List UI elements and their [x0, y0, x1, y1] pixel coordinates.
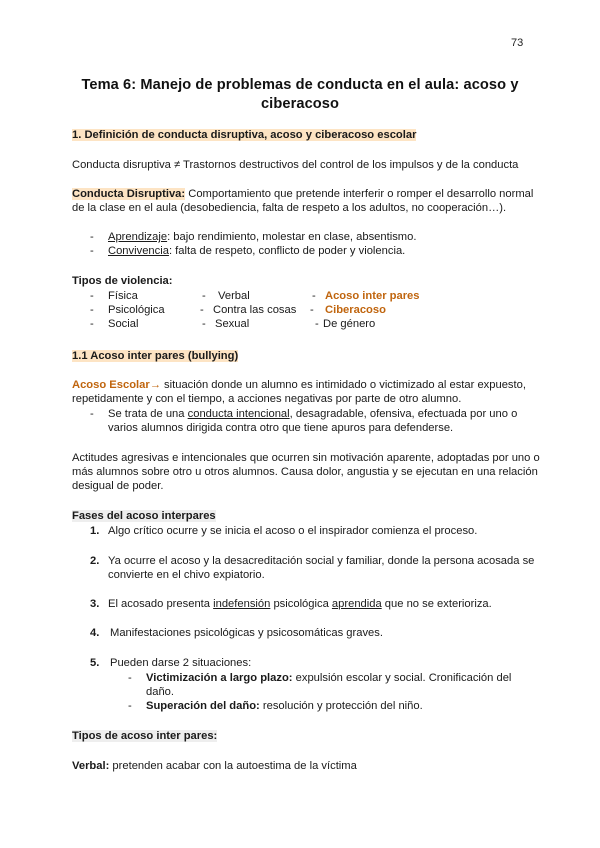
- subitem-label: Victimización a largo plazo:: [146, 672, 293, 684]
- bullet-text: : falta de respeto, conflicto de poder y violencia.: [168, 245, 406, 258]
- phase-5: [72, 656, 542, 670]
- violence-types-grid: [72, 289, 542, 333]
- phase-text-pre: El acosado presenta: [108, 598, 214, 610]
- dash-icon: -: [90, 245, 94, 258]
- violence-type: Psicológica: [108, 304, 165, 316]
- dash-icon: -: [312, 290, 316, 302]
- dash-icon: -: [310, 304, 314, 316]
- subitem-text: resolución y protección del niño.: [259, 700, 423, 713]
- dash-icon: -: [90, 408, 94, 420]
- phase-text: Algo crítico ocurre y se inicia el acoso o el inspirador comienza el proceso.: [108, 525, 478, 537]
- phase-text-post: que no se exterioriza.: [381, 598, 492, 610]
- bullet-pre: Se trata de una: [108, 408, 188, 420]
- list-number: 2.: [90, 555, 100, 567]
- subitem-victimizacion: [72, 671, 542, 699]
- verbal-bullying: [72, 759, 542, 773]
- phase-5-subitems: [72, 671, 542, 714]
- violence-type-highlight: Ciberacoso: [325, 304, 386, 316]
- violence-types-heading: Tipos de violencia:: [72, 275, 173, 287]
- definition-label: Conducta Disruptiva:: [72, 188, 186, 200]
- disruptive-bullets: [72, 230, 542, 258]
- dash-icon: -: [128, 672, 132, 684]
- section-1-1-heading: 1.1 Acoso inter pares (bullying): [72, 350, 239, 362]
- section-1-heading-row: [72, 128, 542, 142]
- phase-text-mid: psicológica: [270, 598, 332, 610]
- dash-icon: -: [202, 290, 206, 302]
- phase-4: [72, 626, 542, 640]
- violence-type: Sexual: [215, 318, 250, 330]
- dash-icon: -: [315, 318, 319, 330]
- phase-3: [72, 597, 542, 611]
- bullet-intencional: [72, 407, 542, 435]
- verbal-text: pretenden acabar con la autoestima de la víctima: [109, 760, 357, 772]
- bullet-convivencia: [72, 244, 542, 258]
- acoso-escolar-label: Acoso Escolar: [72, 379, 150, 391]
- phase-term-indefension: indefensión: [213, 598, 271, 610]
- violence-type: Contra las cosas: [213, 304, 297, 316]
- list-number: 4.: [90, 627, 100, 639]
- phase-text: Pueden darse 2 situaciones:: [110, 657, 252, 669]
- list-number: 3.: [90, 598, 100, 610]
- list-number: 1.: [90, 525, 100, 537]
- dash-icon: -: [202, 318, 206, 330]
- acoso-escolar-text: situación donde un alumno es intimidado o victimizado al estar expuesto, repetidamente y con el tiempo, a acciones negativas por parte de otro alumno.: [72, 379, 526, 406]
- phases-heading: Fases del acoso interpares: [72, 510, 216, 522]
- verbal-label: Verbal:: [72, 760, 110, 772]
- phase-term-aprendida: aprendida: [331, 598, 382, 610]
- page-title: Tema 6: Manejo de problemas de conducta en el aula: acoso y ciberacoso: [81, 77, 519, 112]
- definition-text: Comportamiento que pretende interferir o romper el desarrollo normal de la clase en el aula (desobediencia, falta de respeto a los adultos, no cooperación…).: [72, 188, 534, 215]
- phase-2: [72, 554, 542, 582]
- dash-icon: -: [90, 290, 94, 302]
- bullet-term: Aprendizaje: [108, 231, 168, 243]
- bullying-types-heading: Tipos de acoso inter pares:: [72, 730, 218, 742]
- list-number: 5.: [90, 657, 100, 669]
- dash-icon: -: [90, 318, 94, 330]
- acoso-escolar-bullet: [72, 407, 542, 435]
- bullet-post: , desagradable, ofensiva, efectuada por uno o varios alumnos dirigida contra otro que tiene apuros para defenderse.: [108, 408, 518, 435]
- actitudes-paragraph: Actitudes agresivas e intencionales que ocurren sin motivación aparente, adoptadas por uno o más alumnos sobre otro u otros alumnos. Causa dolor, angustia y se ejecutan en una relación desigual de poder.: [72, 452, 540, 493]
- dash-icon: -: [90, 231, 94, 243]
- violence-type: Física: [108, 290, 138, 302]
- arrow-right-icon: →: [149, 379, 161, 391]
- page-number: 73: [511, 37, 524, 49]
- violence-type: Verbal: [218, 290, 250, 302]
- section-1-1-heading-row: [72, 349, 542, 363]
- violence-type: De género: [323, 318, 376, 330]
- bullet-term: conducta intencional: [187, 408, 290, 420]
- subitem-superacion: [72, 699, 542, 713]
- dash-icon: -: [128, 700, 132, 713]
- acoso-escolar-definition: [72, 378, 542, 406]
- phase-text: Manifestaciones psicológicas y psicosomáticas graves.: [110, 627, 383, 639]
- violence-type-highlight: Acoso inter pares: [325, 290, 420, 302]
- subitem-text: expulsión escolar y social. Cronificación del daño.: [146, 672, 512, 699]
- phases-heading-row: [72, 509, 542, 523]
- subitem-label: Superación del daño:: [146, 700, 260, 713]
- phase-text: Ya ocurre el acoso y la desacreditación social y familiar, donde la persona acosada se convierte en el chivo expiatorio.: [108, 555, 535, 582]
- violence-type: Social: [108, 318, 139, 330]
- disruptive-definition: [72, 187, 542, 215]
- bullet-term: Convivencia: [108, 245, 169, 258]
- disruptive-note: Conducta disruptiva ≠ Trastornos destructivos del control de los impulsos y de la conducta: [72, 159, 519, 171]
- phase-1: [72, 524, 542, 538]
- bullet-text: : bajo rendimiento, molestar en clase, absentismo.: [167, 231, 417, 243]
- dash-icon: -: [90, 304, 94, 316]
- bullet-aprendizaje: [72, 230, 542, 244]
- bullying-types-heading-row: [72, 729, 542, 743]
- section-1-heading: 1. Definición de conducta disruptiva, acoso y ciberacoso escolar: [72, 129, 417, 141]
- dash-icon: -: [200, 304, 204, 316]
